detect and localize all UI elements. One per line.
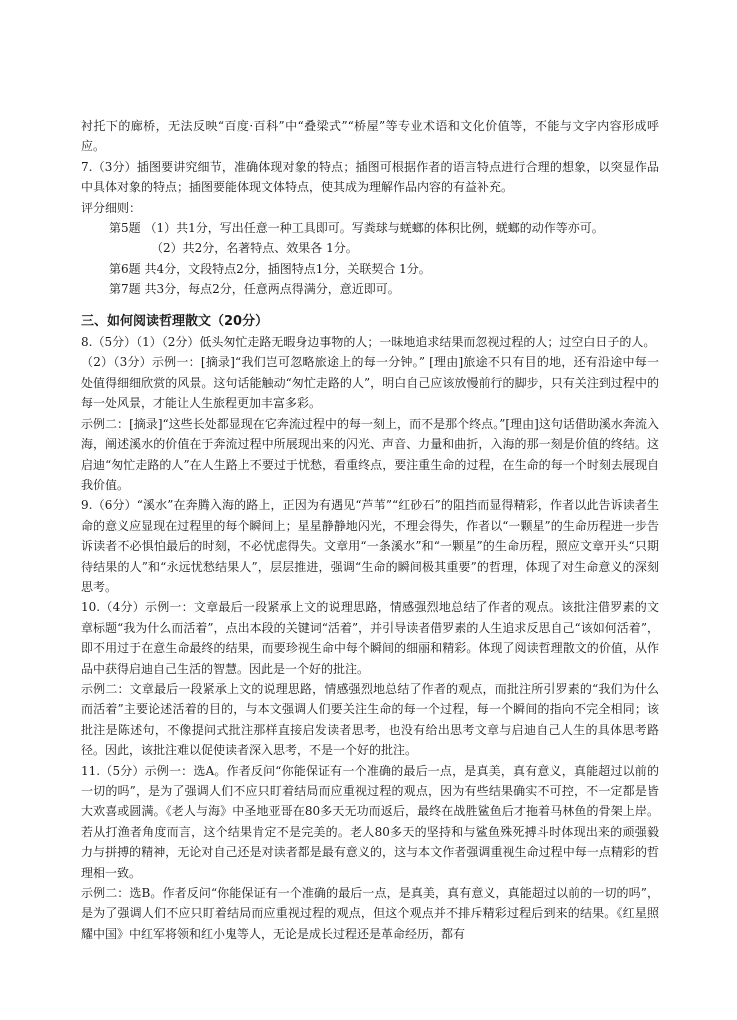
- answer-q7: 7.（3分）插图要讲究细节，准确体现对象的特点；插图可根据作者的语言特点进行合理的想象，以突显作品中具体对象的特点；插图要能体现文体特点，使其成为理解作品内容的有益补充。: [81, 159, 659, 195]
- section-heading-3: 三、如何阅读哲理散文（20分）: [81, 313, 269, 329]
- answer-q11-example1: 11.（5分）示例一：选A。作者反问“你能保证有一个准确的最后一点，是真美，真有意义，真能超过以前的一切的吗”，是为了强调人们不应只盯着结局而应重视过程的观点，因为有些结果确实不可控，不一定都是皆大欢喜或圆满。《老人与海》中圣地亚哥在80多天无功而返后，最终在战胜鲨鱼后才拖着马林鱼的骨架上岸。若从打渔者角度而言，这个结果肯定不是完美的。老人80多天的坚持和与鲨鱼殊死搏斗时体现出来的顽强毅力与拼搏的精神，无论对自己还是对读者都是最有意义的，这与本文作者强调重视生命过程中每一点精彩的哲理相一致。: [81, 763, 659, 880]
- answer-q11-example2: 示例二：选B。作者反问“你能保证有一个准确的最后一点，是真美，真有意义，真能超过以前的一切的吗”，是为了强调人们不应只盯着结局而应重视过程的观点，但这个观点并不排斥精彩过程后到来的结果。《红星照耀中国》中红军将领和红小鬼等人，无论是成长过程还是革命经历，都有: [81, 886, 659, 941]
- scoring-q7: 第7题 共3分，每点2分，任意两点得满分，意近即可。: [109, 282, 400, 297]
- answer-q8-part2-example1: （2）（3分）示例一：[摘录]“我们岂可忽略旅途上的每一分钟。” [理由]旅途不只有目的地，还有沿途中每一处值得细细欣赏的风景。这句话能触动“匆忙走路的人”，明白自己应该放慢前行的脚步，只有关注到过程中的每一处风景，才能让人生旅程更加丰富多彩。: [81, 355, 659, 411]
- scoring-rules-label: 评分细则：: [81, 200, 142, 215]
- scoring-q5-part2: （2）共2分，名著特点、效果各 1分。: [151, 241, 358, 256]
- answer-q9: 9.（6分）“溪水”在奔腾入海的路上，正因为有遇见“芦苇”“红砂石”的阻挡而显得精彩，作者以此告诉读者生命的意义应显现在过程里的每个瞬间上；星星静静地闪光，不理会得失，作者以“一颗星”的生命历程进一步告诉读者不必惧怕最后的时刻，不必忧虑得失。文章用“一条溪水”和“一颗星”的生命历程，照应文章开头“只期待结果的人”和“永远忧愁结果人”，层层推进，强调“生命的瞬间极其重要”的哲理，体现了对生命意义的深刻思考。: [81, 498, 659, 594]
- section-gap: [81, 300, 659, 312]
- document-page: [81, 116, 659, 944]
- answer-q10-example2: 示例二：文章最后一段紧承上文的说理思路，情感强烈地总结了作者的观点，而批注所引罗素的“我们为什么而活着”主要论述活着的目的，与本文强调人们要关注生命的每一个过程，每一个瞬间的指向不完全相同；该批注是陈述句，不像提问式批注那样直接启发读者思考，也没有给出思考文章与启迪自己人生的具体思考路径。因此，该批注难以促使读者深入思考，不是一个好的批注。: [81, 681, 659, 758]
- answer-q8-part2-example2: 示例二：[摘录]“这些长处都显现在它奔流过程中的每一刻上，而不是那个终点。”[理由]这句话借助溪水奔流入海，阐述溪水的价值在于奔流过程中所展现出来的闪光、声音、力量和曲折，入海的那一刻是价值的终结。这启迪“匆忙走路的人”在人生路上不要过于忧愁，看重终点，要注重生命的过程，在生命的每一个时刻去展现自我价值。: [81, 416, 659, 492]
- answer-q10-example1: 10.（4分）示例一：文章最后一段紧承上文的说理思路，情感强烈地总结了作者的观点。该批注借罗素的文章标题“我为什么而活着”，点出本段的关键词“活着”，并引导读者借罗素的人生追求反思自己“该如何活着”，即不用过于在意生命最终的结果，而要珍视生命中每个瞬间的细丽和精彩。体现了阅读哲理散文的价值，从作品中获得启迪自己生活的智慧。因此是一个好的批注。: [81, 600, 659, 676]
- scoring-q6: 第6题 共4分，文段特点2分，插图特点1分，关联契合 1分。: [109, 261, 431, 276]
- paragraph-bridge-illustration: 衬托下的廊桥，无法反映“百度·百科”中“叠梁式”“桥屋”等专业术语和文化价值等，不能与文字内容形成呼应。: [81, 119, 659, 154]
- scoring-q5-part1: 第5题 （1）共1分，写出任意一种工具即可。写粪球与蜣螂的体积比例，蜣螂的动作等亦可。: [109, 221, 604, 236]
- answer-q8-part1: 8.（5分）（1）（2分）低头匆忙走路无暇身边事物的人；一昧地追求结果而忽视过程的人；过空白日子的人。: [81, 335, 656, 350]
